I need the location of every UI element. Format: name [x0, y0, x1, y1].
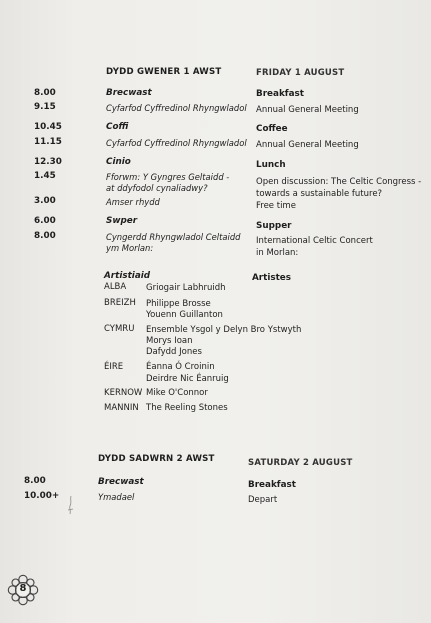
- artist-nation: ÉIRE: [104, 362, 124, 372]
- en-item-5-line1: Open discussion: The Celtic Congress -: [256, 177, 422, 187]
- time-8: 8.00: [34, 231, 56, 241]
- day2-time-0: 8.00: [24, 476, 46, 486]
- time-2: 10.45: [34, 122, 62, 132]
- artist-name: Éanna Ó Croinin: [146, 362, 215, 372]
- artist-nation: KERNOW: [104, 388, 143, 398]
- artist-nation: ALBA: [104, 282, 127, 292]
- artist-name: Mike O'Connor: [146, 388, 208, 398]
- artist-name: Dafydd Jones: [146, 347, 202, 357]
- time-3: 11.15: [34, 137, 62, 147]
- day2-en-item-1: Depart: [248, 495, 278, 505]
- time-0: 8.00: [34, 88, 56, 98]
- cy-item-6: Amser rhydd: [106, 197, 160, 207]
- show-through-text: [150, 28, 340, 50]
- en-item-0: Breakfast: [256, 89, 305, 99]
- pen-mark-icon: [66, 494, 76, 516]
- artists-en-heading: Artistes: [252, 273, 292, 283]
- artist-nation: MANNIN: [104, 403, 139, 413]
- en-item-5-line2: towards a sustainable future?: [256, 189, 383, 199]
- artist-name: Morys Ioan: [146, 336, 193, 346]
- en-item-8-line2: in Morlan:: [256, 248, 299, 258]
- artist-name: Youenn Guillanton: [146, 310, 223, 320]
- day1-en-heading: FRIDAY 1 AUGUST: [256, 68, 345, 78]
- artist-name: Deirdre Nic Éanruig: [146, 374, 229, 384]
- en-item-6: Free time: [256, 201, 296, 211]
- en-item-8-line1: International Celtic Concert: [256, 236, 373, 246]
- cy-item-5-line2: at ddyfodol cynaliadwy?: [106, 183, 208, 193]
- day2-cy-heading: DYDD SADWRN 2 AWST: [98, 454, 215, 464]
- day2-en-item-0: Breakfast: [248, 480, 297, 490]
- time-7: 6.00: [34, 216, 56, 226]
- cy-item-8-line1: Cyngerdd Rhyngwladol Celtaidd: [106, 232, 241, 242]
- artist-name: Griogair Labhruidh: [146, 283, 226, 293]
- day2-cy-item-0: Brecwast: [98, 477, 144, 487]
- cy-item-8-line2: ym Morlan:: [106, 243, 154, 253]
- time-5: 1.45: [34, 171, 56, 181]
- en-item-2: Coffee: [256, 124, 288, 134]
- cy-item-3: Cyfarfod Cyffredinol Rhyngwladol: [106, 138, 247, 148]
- day2-time-1: 10.00+: [24, 491, 60, 501]
- artist-name: Ensemble Ysgol y Delyn Bro Ystwyth: [146, 325, 302, 335]
- en-item-7: Supper: [256, 221, 292, 231]
- time-4: 12.30: [34, 157, 62, 167]
- artist-nation: BREIZH: [104, 298, 136, 308]
- cy-item-1: Cyfarfod Cyffredinol Rhyngwladol: [106, 103, 247, 113]
- day2-cy-item-1: Ymadael: [98, 492, 135, 502]
- cy-item-0: Brecwast: [106, 88, 152, 98]
- artists-cy-heading: Artistiaid: [104, 271, 151, 281]
- day2-en-heading: SATURDAY 2 AUGUST: [248, 458, 353, 468]
- cy-item-4: Cinio: [106, 157, 131, 167]
- cy-item-2: Coffi: [106, 122, 129, 132]
- time-1: 9.15: [34, 102, 56, 112]
- page-number: 8: [19, 583, 27, 594]
- en-item-1: Annual General Meeting: [256, 105, 359, 115]
- cy-item-7: Swper: [106, 216, 138, 226]
- en-item-4: Lunch: [256, 160, 286, 170]
- time-6: 3.00: [34, 196, 56, 206]
- artist-nation: CYMRU: [104, 324, 135, 334]
- artist-name: Philippe Brosse: [146, 299, 211, 309]
- day1-cy-heading: DYDD GWENER 1 AWST: [106, 67, 222, 77]
- artist-name: The Reeling Stones: [146, 403, 228, 413]
- cy-item-5-line1: Fforwm: Y Gyngres Geltaidd -: [106, 172, 230, 182]
- en-item-3: Annual General Meeting: [256, 140, 359, 150]
